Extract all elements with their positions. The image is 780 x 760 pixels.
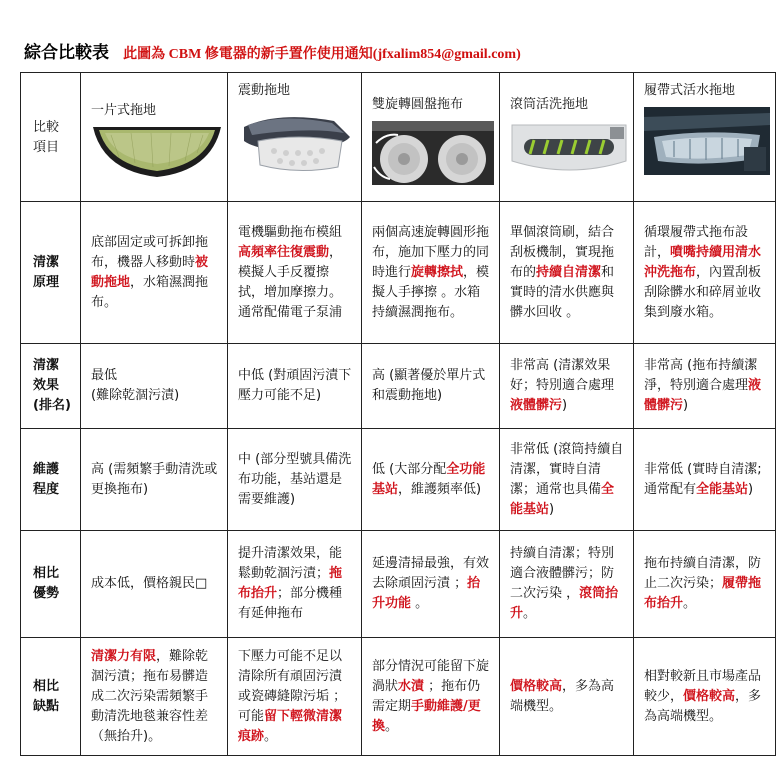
row-header-cleaning-effect: [21, 344, 81, 429]
cell-principle-track: [634, 202, 776, 344]
row-cleaning-effect: [21, 344, 776, 429]
cell-advantages-roller: [500, 531, 634, 638]
cell-highlight: 持續自清潔: [536, 264, 602, 280]
cell-text: 低 (大部分配: [372, 461, 447, 477]
cell-highlight: 價格較高: [510, 678, 563, 694]
row-disadvantages: [21, 638, 776, 756]
column-header-single-pad: [81, 73, 228, 202]
header-note: 此圖為 CBM 修電器的新手置作使用通知(jfxalim854@gmail.com): [123, 47, 521, 62]
row-label: 效果: [33, 378, 60, 393]
cell-text: 相對較新且市場產品較少，: [644, 668, 762, 704]
cell-maintenance-vibrating: [228, 429, 362, 531]
cell-text: ，水箱濕潤拖布。: [91, 274, 209, 310]
column-label-single-pad: 一片式拖地: [91, 103, 157, 118]
cell-text: 拖布持續自清潔，防止二次污染；: [644, 556, 762, 591]
cell-text: 。: [411, 596, 429, 611]
cell-highlight: 被動拖地: [91, 254, 209, 290]
column-header-roller: [500, 73, 634, 202]
cell-highlight: 滾筒抬升: [510, 586, 619, 621]
cell-highlight: 拖布抬升: [238, 566, 343, 601]
cell-highlight: 清潔力有限: [91, 648, 157, 664]
row-maintenance: [21, 429, 776, 531]
cell-text: ，模擬人手反覆擦拭，增加摩擦力。通常配備電子泵浦: [238, 244, 343, 320]
cell-highlight: 液體髒污: [644, 378, 762, 413]
row-advantages: [21, 531, 776, 638]
cell-disadvantages-vibrating: [228, 638, 362, 756]
corner-label-1: 比較: [33, 120, 60, 135]
header-row: [21, 73, 776, 202]
cell-highlight: 全能基站: [510, 481, 615, 517]
cell-maintenance-dual-disc: [362, 429, 500, 531]
comparison-table: [20, 72, 776, 756]
cell-text: ，內置刮板刮除髒水和碎屑並收集到廢水箱。: [644, 264, 762, 320]
column-header-track: [634, 73, 776, 202]
row-header-maintenance: [21, 429, 81, 531]
row-label: 原理: [33, 274, 60, 290]
cell-effect-roller: [500, 344, 634, 429]
row-header-advantages: [21, 531, 81, 638]
dual-rotating-disc-mop-illustration: [372, 121, 494, 185]
cell-maintenance-single-pad: [81, 429, 228, 531]
column-label-dual-disc: 雙旋轉圓盤拖布: [372, 97, 464, 112]
cell-text: 非常低 (實時自清潔;通常配有: [644, 461, 762, 497]
vibrating-mop-illustration: [238, 107, 356, 177]
cell-maintenance-track: [634, 429, 776, 531]
corner-cell: [21, 73, 81, 202]
row-label: (排名): [33, 398, 71, 413]
cell-advantages-vibrating: [228, 531, 362, 638]
column-label-track: 履帶式活水拖地: [644, 83, 736, 98]
cell-text: 延邊清掃最強，有效去除頑固污漬 ；: [372, 556, 490, 591]
cell-advantages-track: [634, 531, 776, 638]
cell-highlight: 水漬: [398, 678, 425, 694]
cell-highlight: 噴嘴持續用清水沖洗拖布: [644, 244, 762, 280]
row-label: 維護: [33, 461, 60, 477]
cell-text: 中 (部分型號具備洗布功能，基站還是需要維護): [238, 451, 352, 507]
corner-label-2: 項目: [33, 140, 60, 155]
cell-effect-track: [634, 344, 776, 429]
cell-text: 提升清潔效果，能鬆動乾涸污漬；: [238, 546, 343, 581]
column-header-dual-disc: [362, 73, 500, 202]
cell-highlight: 全能基站: [696, 481, 749, 497]
cell-text: ): [549, 501, 555, 517]
cell-text: ): [562, 398, 568, 413]
roller-mop-illustration: [510, 121, 628, 181]
cell-text: 。: [683, 596, 697, 611]
row-header-disadvantages: [21, 638, 81, 756]
row-header-cleaning-principle: [21, 202, 81, 344]
cell-principle-roller: [500, 202, 634, 344]
cell-text: 非常低 (滾筒持續自清潔，實時自清潔；通常也具備: [510, 441, 624, 497]
cell-highlight: 履帶拖布抬升: [644, 576, 762, 611]
column-header-vibrating: [228, 73, 362, 202]
cell-disadvantages-track: [634, 638, 776, 756]
column-label-vibrating: 震動拖地: [238, 83, 291, 98]
cell-text: 成本低，價格親民□: [91, 576, 208, 591]
cell-highlight: 留下輕微清潔痕跡: [238, 708, 343, 744]
cell-highlight: 液體髒污: [510, 398, 563, 413]
cell-effect-vibrating: [228, 344, 362, 429]
cell-text: 部分情況可能留下旋渦狀: [372, 658, 490, 694]
cell-text: ): [748, 481, 754, 497]
cell-disadvantages-single-pad: [81, 638, 228, 756]
cell-highlight: 手動維護/更換: [372, 698, 481, 734]
cell-maintenance-roller: [500, 429, 634, 531]
cell-text: 持續自清潔；特別適合液體髒污；防二次污染 ，: [510, 546, 615, 601]
cell-text: ；拖布仍需定期: [372, 678, 481, 714]
cell-text: 。: [264, 728, 278, 744]
header: [24, 38, 521, 62]
cell-text: 高 (需頻繁手動清洗或更換拖布): [91, 461, 218, 497]
cell-text: 非常高 (清潔效果好；特別適合處理: [510, 358, 615, 393]
row-label: 程度: [33, 481, 60, 497]
cell-highlight: 抬升功能: [372, 576, 481, 611]
cell-text: (難除乾涸污漬): [91, 388, 180, 403]
cell-advantages-single-pad: [81, 531, 228, 638]
row-label: 優勢: [33, 586, 60, 601]
cell-text: ，多為高端機型。: [644, 688, 762, 724]
cell-text: 最低: [91, 368, 118, 383]
cell-text: 中低 (對頑固污漬下壓力可能不足): [238, 368, 352, 403]
cell-text: ，難除乾涸污漬；拖布易髒造成二次污染需頻繁手動清洗地毯兼容性差（無抬升)。: [91, 648, 209, 744]
cell-text: ，模擬人手擰擦 。水箱持續濕潤拖布。: [372, 264, 490, 320]
cell-text: ，維護頻率低): [398, 481, 482, 497]
cell-advantages-dual-disc: [362, 531, 500, 638]
cell-highlight: 旋轉擦拭: [411, 264, 464, 280]
cell-highlight: 價格較高: [683, 688, 736, 704]
row-label: 相比: [33, 678, 60, 694]
single-pad-mop-illustration: [91, 123, 223, 183]
column-label-roller: 滾筒活洗拖地: [510, 97, 589, 112]
cell-text: ，多為高端機型。: [510, 678, 615, 714]
cell-text: ): [683, 398, 689, 413]
row-label: 相比: [33, 566, 60, 581]
cell-text: 。: [523, 606, 537, 621]
cell-text: 非常高 (拖布持續潔淨，特別適合處理: [644, 358, 758, 393]
cell-highlight: 高頻率往復震動: [238, 244, 330, 260]
cell-disadvantages-roller: [500, 638, 634, 756]
track-mop-illustration: [644, 107, 770, 175]
cell-principle-single-pad: [81, 202, 228, 344]
cell-text: 電機驅動拖布模組: [238, 224, 343, 240]
page-title: 綜合比較表: [24, 43, 109, 63]
row-label: 清潔: [33, 254, 60, 270]
cell-text: 下壓力可能不足以清除所有頑固污漬或瓷磚縫隙污垢 ；可能: [238, 648, 347, 724]
cell-text: 單個滾筒刷，結合刮板機制，實現拖布的: [510, 224, 615, 280]
cell-disadvantages-dual-disc: [362, 638, 500, 756]
cell-highlight: 全功能基站: [372, 461, 486, 497]
cell-effect-single-pad: [81, 344, 228, 429]
cell-text: 底部固定或可拆卸拖布，機器人移動時: [91, 234, 209, 270]
cell-text: ；部分機種有延伸拖布: [238, 586, 343, 621]
cell-effect-dual-disc: [362, 344, 500, 429]
cell-principle-dual-disc: [362, 202, 500, 344]
cell-text: 兩個高速旋轉圓形拖布，施加下壓力的同時進行: [372, 224, 490, 280]
cell-text: 高 (顯著優於單片式和震動拖地): [372, 368, 486, 403]
cell-text: 。: [385, 718, 399, 734]
cell-principle-vibrating: [228, 202, 362, 344]
cell-text: 循環履帶式拖布設計，: [644, 224, 749, 260]
row-label: 清潔: [33, 358, 60, 373]
row-label: 缺點: [33, 698, 60, 714]
row-cleaning-principle: [21, 202, 776, 344]
cell-text: 和實時的清水供應與髒水回收 。: [510, 264, 615, 320]
